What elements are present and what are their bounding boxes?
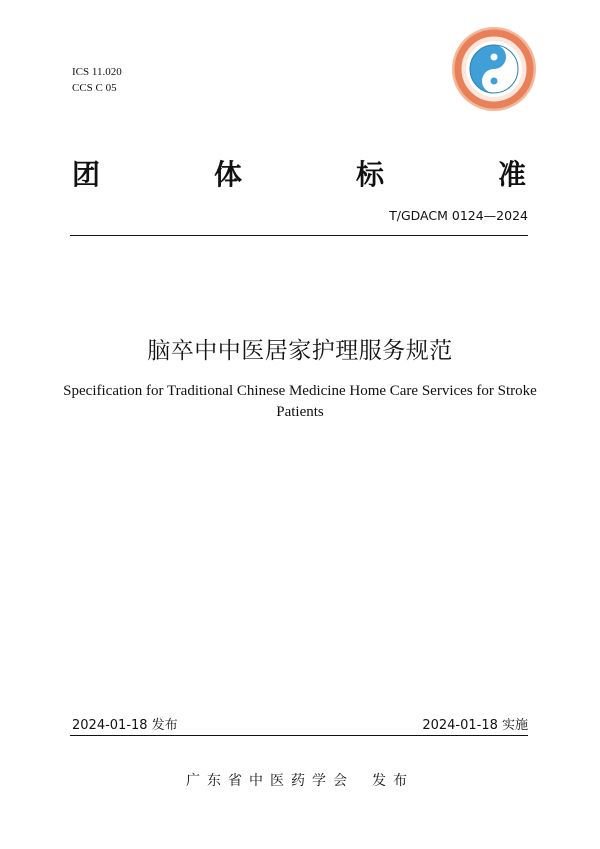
title-english-line2: Patients [276, 404, 324, 420]
publish-date: 2024-01-18 发布 [72, 718, 178, 733]
publisher [0, 770, 600, 790]
title-chinese: 脑卒中中医居家护理服务规范 [147, 338, 453, 364]
standard-type-char: 体 [213, 158, 242, 191]
publisher-name: 广东省中医药学会 [186, 773, 354, 789]
title-english-line1: Specification for Traditional Chinese Medicine Home Care Services for Stroke [63, 383, 537, 399]
classification-codes [72, 64, 122, 96]
bottom-divider [70, 735, 528, 736]
top-divider [70, 235, 528, 236]
title-english [60, 381, 540, 423]
ics-code: ICS 11.020 [72, 66, 122, 78]
standard-type-char: 标 [355, 158, 384, 191]
standard-number: T/GDACM 0124—2024 [389, 208, 528, 223]
standard-type-char: 团 [72, 158, 101, 191]
ccs-code: CCS C 05 [72, 82, 117, 94]
publisher-action: 发布 [372, 773, 414, 789]
implement-date: 2024-01-18 实施 [422, 718, 528, 733]
association-logo-icon [451, 26, 537, 112]
standard-type-heading [72, 153, 526, 193]
standard-type-char: 准 [497, 158, 526, 191]
